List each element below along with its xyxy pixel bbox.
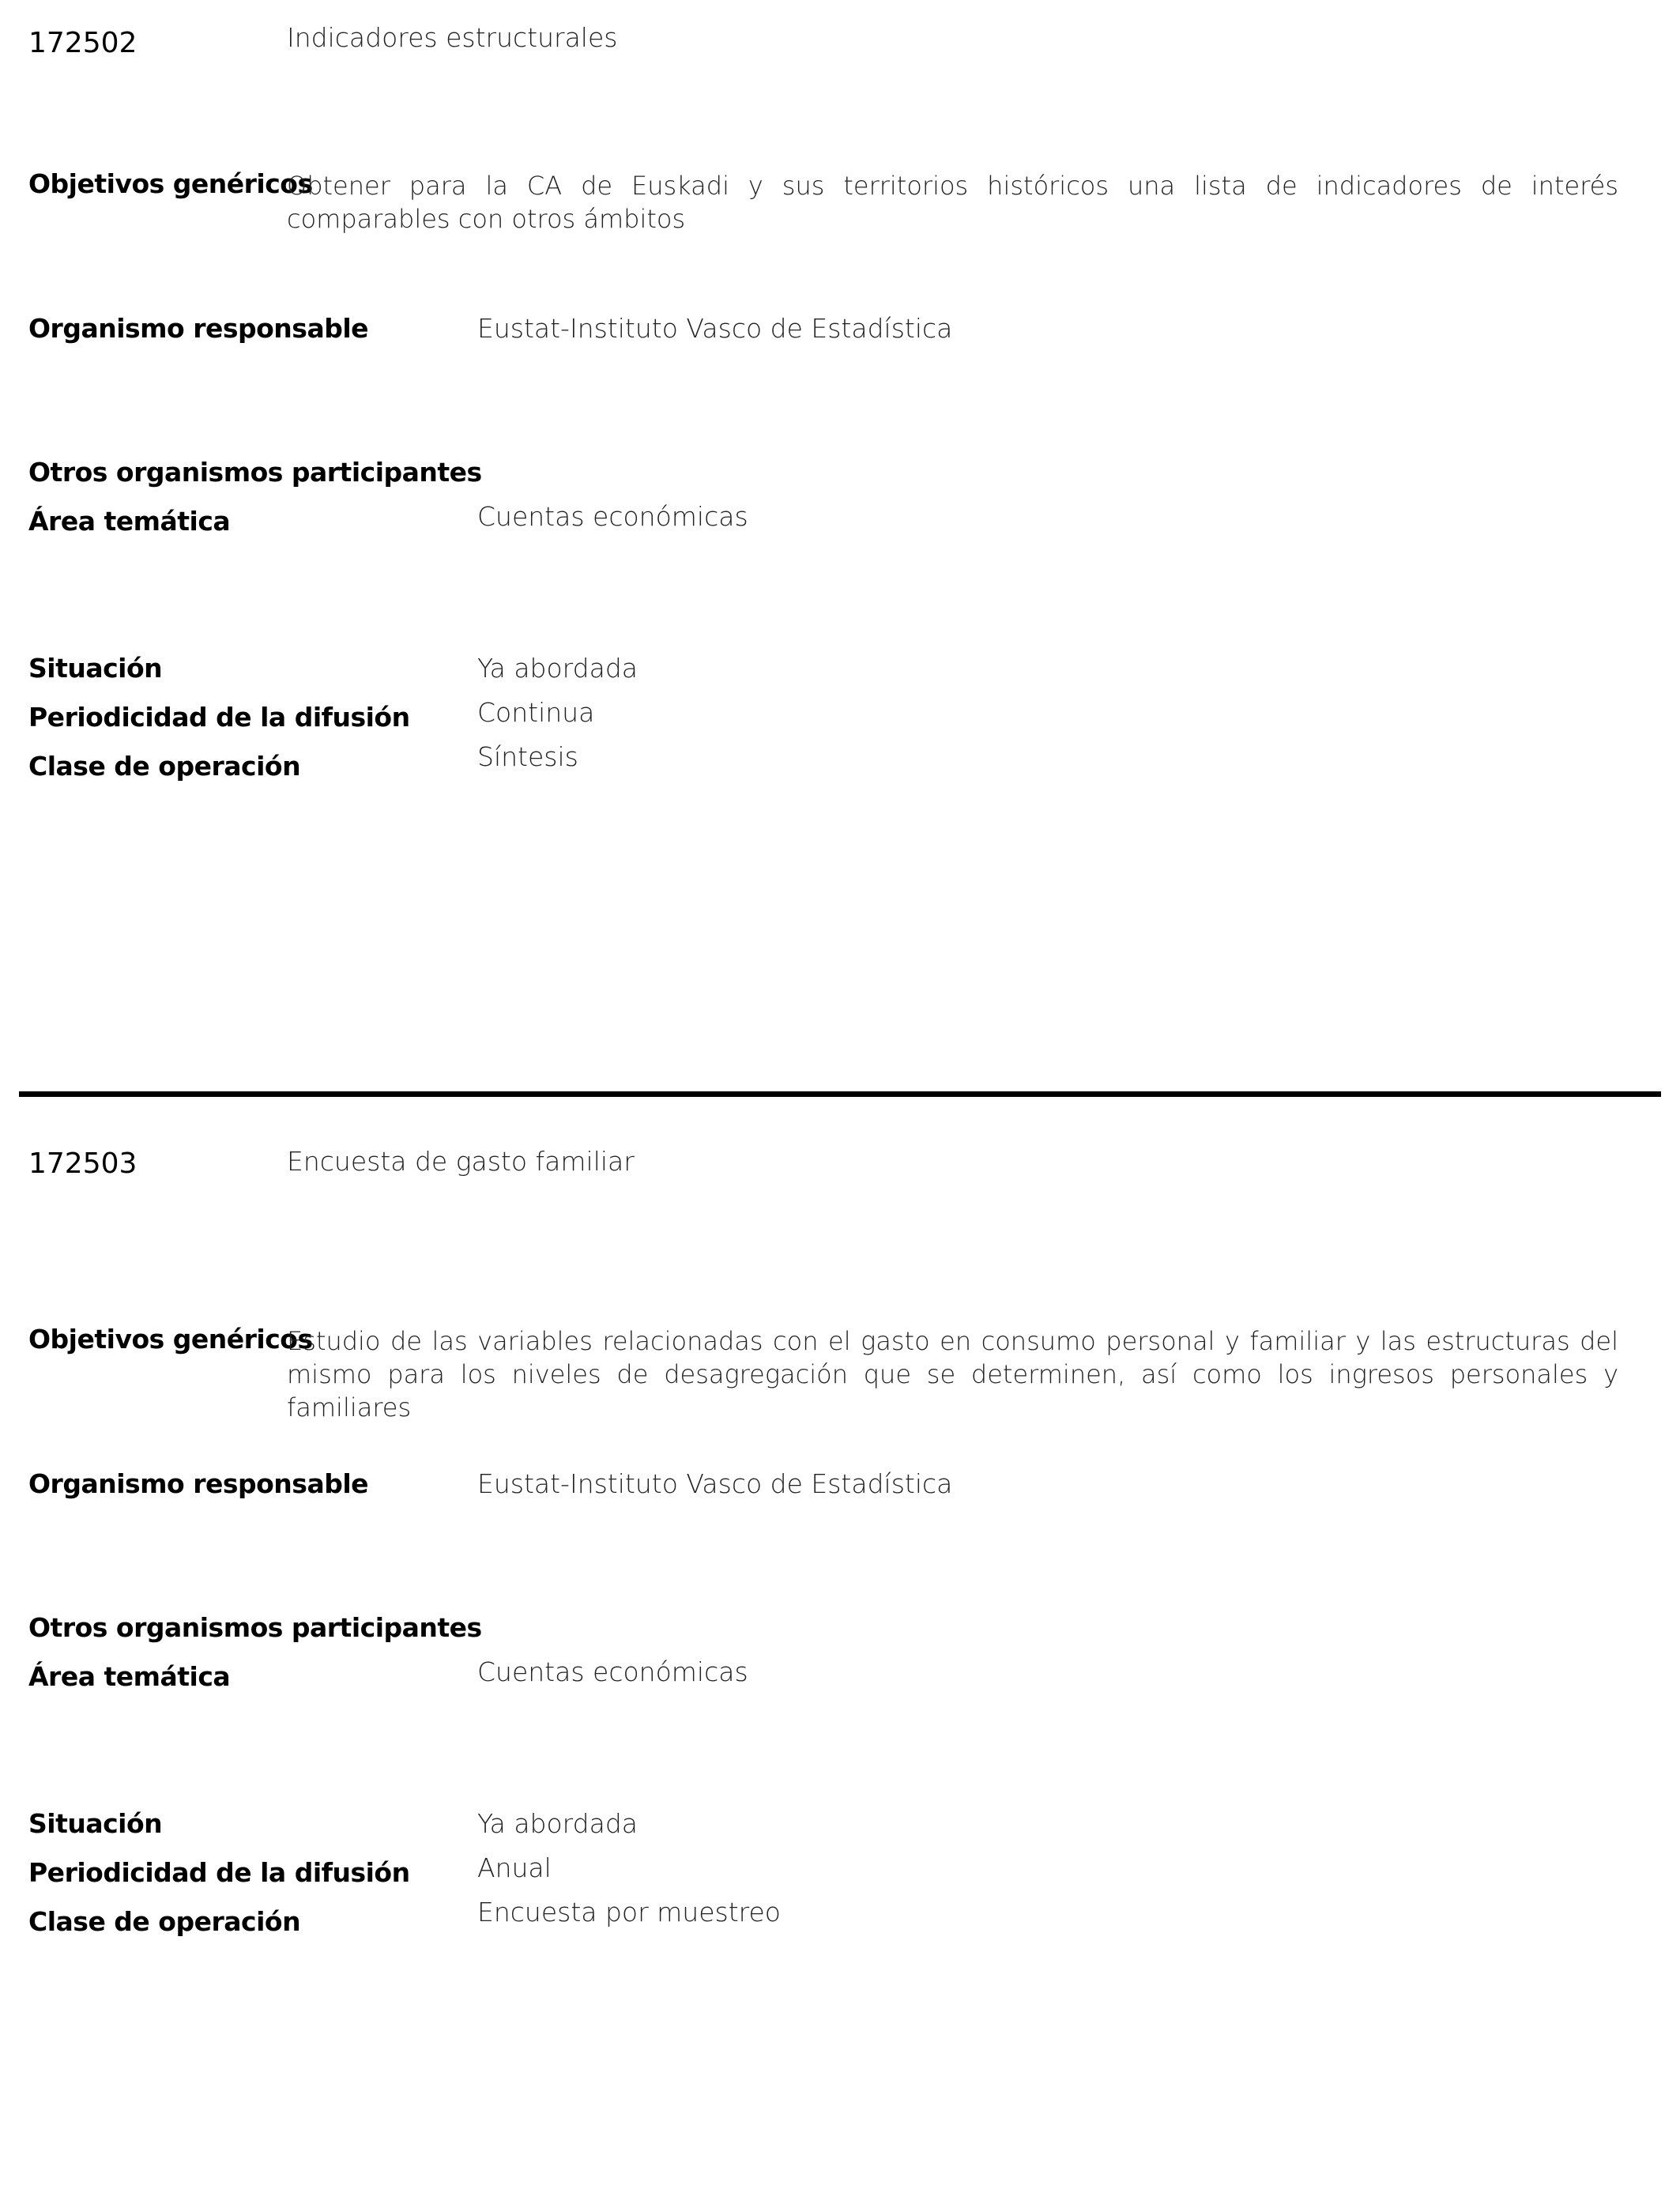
label-objetivos: Objetivos genéricos xyxy=(28,168,313,199)
value-organismo: Eustat-Instituto Vasco de Estadística xyxy=(477,1468,953,1499)
record-code: 172502 xyxy=(28,27,137,59)
value-periodicidad: Anual xyxy=(477,1852,552,1883)
value-organismo: Eustat-Instituto Vasco de Estadística xyxy=(477,313,953,344)
label-organismo: Organismo responsable xyxy=(28,313,369,344)
label-otros-organismos: Otros organismos participantes xyxy=(28,1612,482,1643)
section-divider xyxy=(19,1091,1661,1097)
label-objetivos: Objetivos genéricos xyxy=(28,1324,313,1355)
label-area: Área temática xyxy=(28,1661,231,1692)
label-situacion: Situación xyxy=(28,1808,163,1839)
value-situacion: Ya abordada xyxy=(477,653,638,684)
value-clase: Síntesis xyxy=(477,741,578,772)
value-clase: Encuesta por muestreo xyxy=(477,1897,781,1927)
label-area: Área temática xyxy=(28,506,231,537)
label-clase: Clase de operación xyxy=(28,1906,301,1937)
value-objetivos: Obtener para la CA de Euskadi y sus territorios históricos una lista de indicadores de interés comparables con otros ámbitos xyxy=(287,171,1618,234)
value-situacion: Ya abordada xyxy=(477,1808,638,1839)
label-clase: Clase de operación xyxy=(28,751,301,782)
label-organismo: Organismo responsable xyxy=(28,1468,369,1499)
label-otros-organismos: Otros organismos participantes xyxy=(28,457,482,488)
value-area: Cuentas económicas xyxy=(477,501,748,532)
value-objetivos: Estudio de las variables relacionadas con el gasto en consumo personal y familiar y las estructuras del mismo para los niveles de desagregación que se determinen, así como los ingresos personales y familiares xyxy=(287,1326,1618,1422)
record-code: 172503 xyxy=(28,1147,137,1180)
label-periodicidad: Periodicidad de la difusión xyxy=(28,1857,410,1888)
value-area: Cuentas económicas xyxy=(477,1656,748,1687)
record-title: Indicadores estructurales xyxy=(287,22,618,53)
label-periodicidad: Periodicidad de la difusión xyxy=(28,702,410,733)
label-situacion: Situación xyxy=(28,653,163,684)
value-periodicidad: Continua xyxy=(477,697,595,728)
record-title: Encuesta de gasto familiar xyxy=(287,1146,635,1177)
